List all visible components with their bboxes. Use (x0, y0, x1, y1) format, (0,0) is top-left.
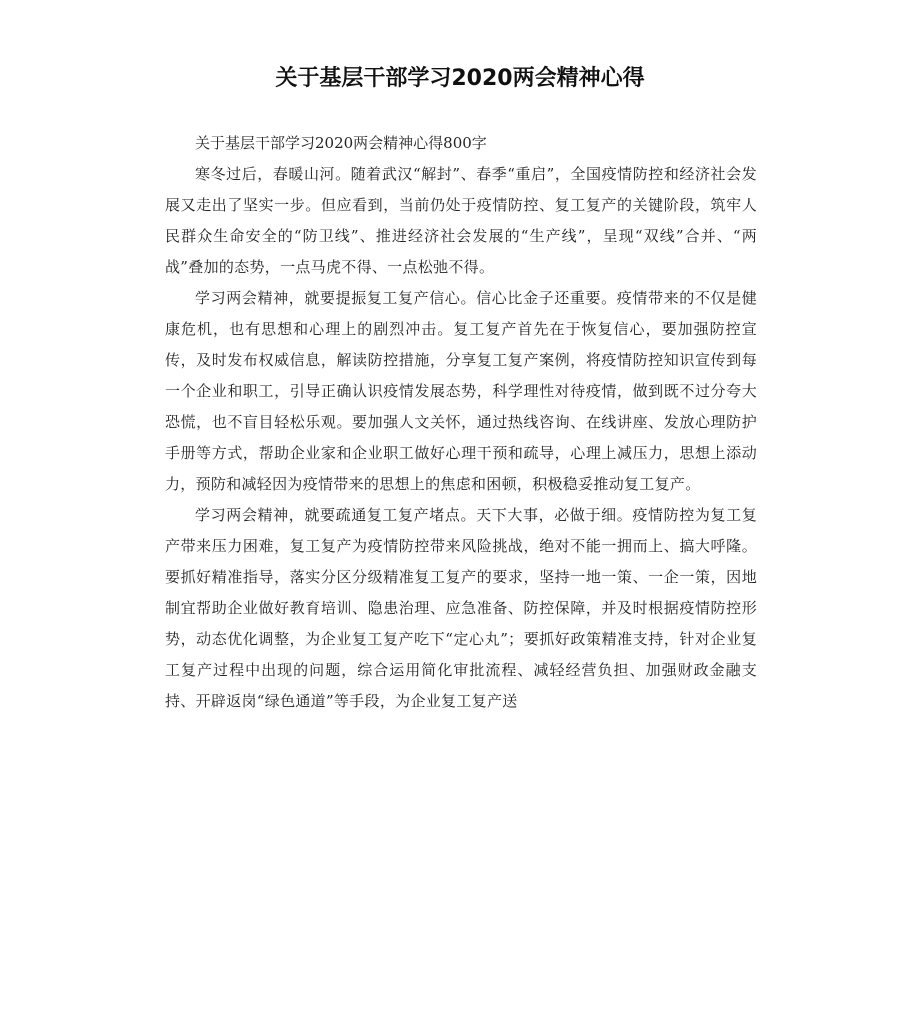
paragraph-3: 学习两会精神，就要疏通复工复产堵点。天下大事，必做于细。疫情防控为复工复产带来压力困难，复工复产为疫情防控带来风险挑战，绝对不能一拥而上、搞大呼隆。要抓好精准指导，落实分区分级精准复工复产的要求，坚持一地一策、一企一策，因地制宜帮助企业做好教育培训、隐患治理、应急准备、防控保障，并及时根据疫情防控形势，动态优化调整，为企业复工复产吃下“定心丸”；要抓好政策精准支持，针对企业复工复产过程中出现的问题，综合运用简化审批流程、减轻经营负担、加强财政金融支持、开辟返岗“绿色通道”等手段，为企业复工复产送 (165, 506, 757, 710)
document-subtitle: 关于基层干部学习2020两会精神心得800字 (195, 134, 487, 152)
paragraph-2: 学习两会精神，就要提振复工复产信心。信心比金子还重要。疫情带来的不仅是健康危机，也有思想和心理上的剧烈冲击。复工复产首先在于恢复信心，要加强防控宣传，及时发布权威信息，解读防控措施，分享复工复产案例，将疫情防控知识宣传到每一个企业和职工，引导正确认识疫情发展态势，科学理性对待疫情，做到既不过分夸大恐慌，也不盲目轻松乐观。要加强人文关怀，通过热线咨询、在线讲座、发放心理防护手册等方式，帮助企业家和企业职工做好心理干预和疏导，心理上减压力，思想上添动力，预防和减轻因为疫情带来的思想上的焦虑和困顿，积极稳妥推动复工复产。 (165, 289, 757, 493)
paragraph-1: 寒冬过后，春暖山河。随着武汉“解封”、春季“重启”，全国疫情防控和经济社会发展又走出了坚实一步。但应看到，当前仍处于疫情防控、复工复产的关键阶段，筑牢人民群众生命安全的“防卫线”、推进经济社会发展的“生产线”，呈现“双线”合并、“两战”叠加的态势，一点马虎不得、一点松弛不得。 (165, 165, 757, 276)
document-title: 关于基层干部学习2020两会精神心得 (275, 66, 645, 91)
document-body (165, 128, 757, 717)
